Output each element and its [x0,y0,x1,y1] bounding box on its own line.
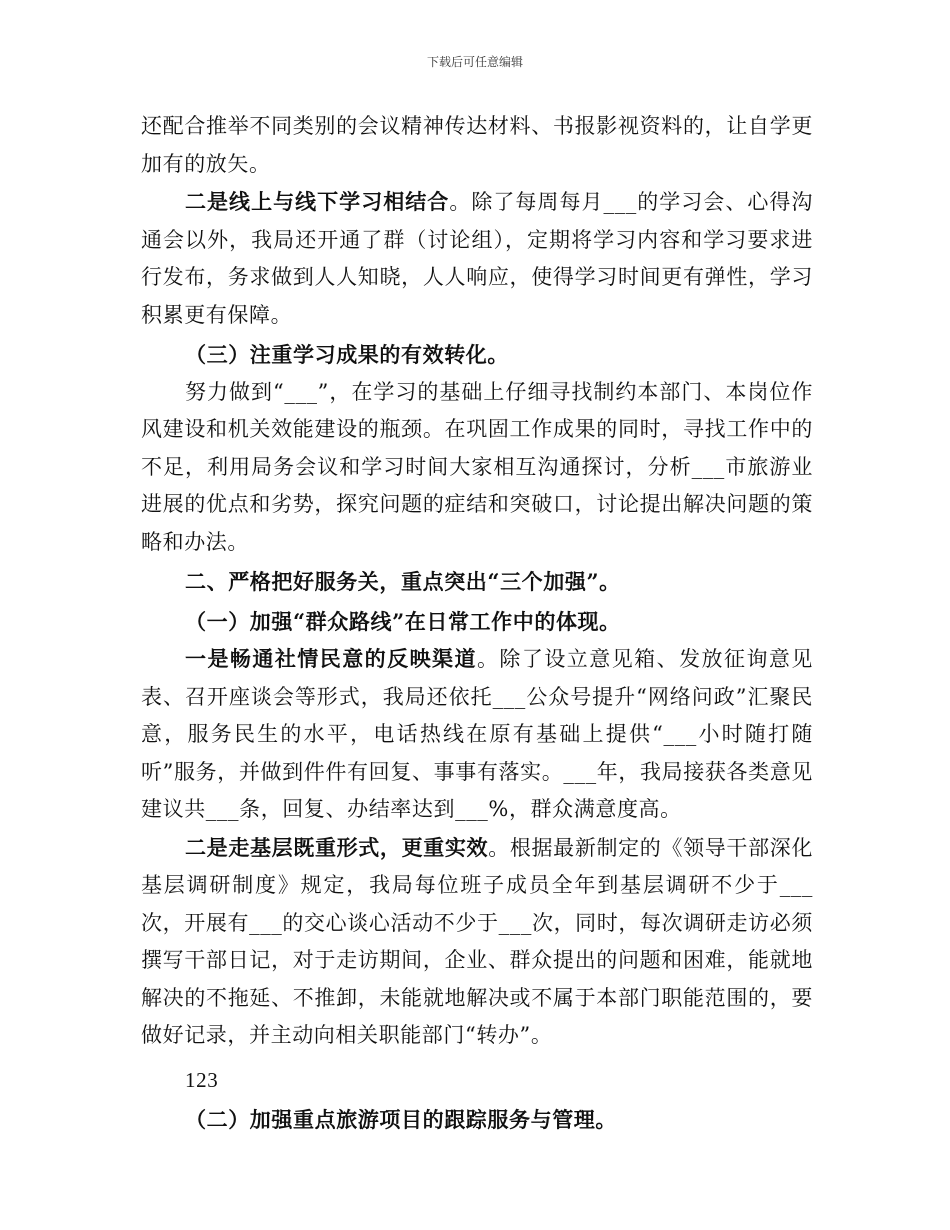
heading-tourism-projects: （二）加强重点旅游项目的跟踪服务与管理。 [185,1107,617,1132]
paragraph-public-opinion [141,640,813,829]
page-number: 123 [185,1067,219,1092]
lead-grassroots: 二是走基层既重形式，更重实效 [185,834,489,860]
paragraph-grassroots [141,829,813,1055]
heading-learning-results: （三）注重学习成果的有效转化。 [185,342,509,367]
lead-online-offline: 二是线上与线下学习相结合 [185,189,450,214]
page-header: 下载后可任意编辑 [426,55,523,69]
paragraph-learning-results: 努力做到“___”，在学习的基础上仔细寻找制约本部门、本岗位作风建设和机关效能建设的瓶颈。在巩固工作成果的同时，寻找工作中的不足，利用局务会议和学习时间大家相互沟通探讨，分析___市旅游业进展的优点和劣势，探究问题的症结和突破口，讨论提出解决问题的策略和办法。 [141,379,813,554]
lead-public-opinion: 一是畅通社情民意的反映渠道 [185,646,477,671]
body-online-offline: 。除了每周每月___的学习会、心得沟通会以外，我局还开通了群（讨论组），定期将学习内容和学习要求进行发布，务求做到人人知晓，人人响应，使得学习时间更有弹性，学习积累更有保障。 [141,190,813,327]
paragraph-online-offline [141,183,813,334]
heading-service-section: 二、严格把好服务关，重点突出“三个加强”。 [185,569,621,594]
body-grassroots: 。根据最新制定的《领导干部深化基层调研制度》规定，我局每位班子成员全年到基层调研不少于___次，开展有___的交心谈心活动不少于___次，同时，每次调研走访必须撰写干部日记，对于走访期间，企业、群众提出的问题和困难，能就地解决的不拖延、不推卸，未能就地解决或不属于本部门职能范围的，要做好记录，并主动向相关职能部门“转办”。 [141,835,813,1047]
body-public-opinion: 。除了设立意见箱、发放征询意见表、召开座谈会等形式，我局还依托___公众号提升“网络问政”汇聚民意，服务民生的水平，电话热线在原有基础上提供“___小时随打随听”服务，并做到件件有回复、事事有落实。___年，我局接获各类意见建议共___条，回复、办结率达到___%，群众满意度高。 [141,647,813,821]
paragraph-self-study: 还配合推举不同类别的会议精神传达材料、书报影视资料的，让自学更加有的放矢。 [141,114,813,176]
heading-mass-line: （一）加强“群众路线”在日常工作中的体现。 [185,608,621,634]
document-body [141,108,813,1139]
